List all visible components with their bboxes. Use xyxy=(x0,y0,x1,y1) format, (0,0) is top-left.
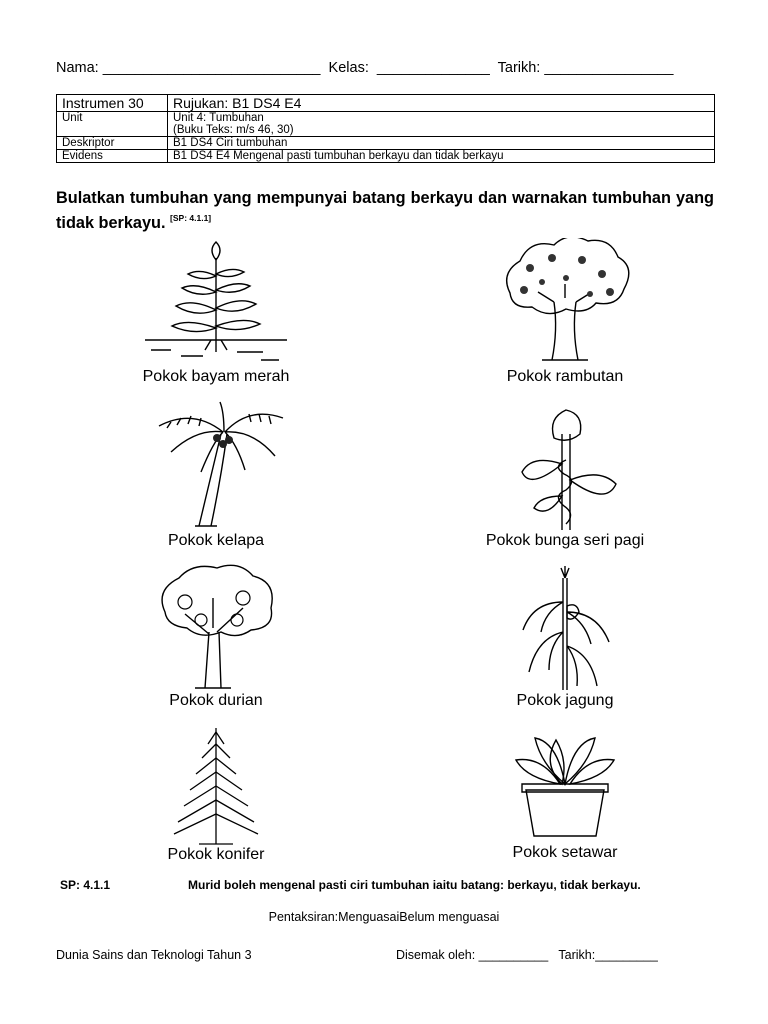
plant-label: Pokok rambutan xyxy=(506,368,624,385)
plant-item[interactable] xyxy=(465,724,665,862)
conifer-tree-icon xyxy=(141,724,291,846)
durian-tree-icon xyxy=(141,562,291,692)
table-row xyxy=(57,95,715,112)
name-label: Nama: xyxy=(56,60,99,76)
potted-succulent-icon xyxy=(490,724,640,844)
table-cell-key: Evidens xyxy=(57,150,168,163)
book-title: Dunia Sains dan Teknologi Tahun 3 xyxy=(56,948,252,962)
plant-item[interactable] xyxy=(465,238,665,386)
table-row xyxy=(57,137,715,150)
class-field[interactable]: ______________ xyxy=(376,60,490,76)
unit-title: Unit 4: Tumbuhan xyxy=(173,112,264,124)
morning-glory-vine-icon xyxy=(490,400,640,532)
table-row xyxy=(57,150,715,163)
footer-date-field[interactable]: Tarikh:_________ xyxy=(558,948,658,962)
plant-label: Pokok bunga seri pagi xyxy=(485,532,645,549)
plant-label: Pokok konifer xyxy=(167,846,265,863)
instrument-info-table xyxy=(56,94,715,163)
plant-item[interactable] xyxy=(116,238,316,386)
sp-description: Murid boleh mengenal pasti ciri tumbuhan iaitu batang: berkayu, tidak berkayu. xyxy=(188,878,641,892)
sp-code: SP: 4.1.1 xyxy=(60,878,111,892)
rambutan-tree-icon xyxy=(490,238,640,368)
date-label: Tarikh: xyxy=(497,60,541,76)
plant-item[interactable] xyxy=(116,400,316,550)
class-label: Kelas: xyxy=(328,60,369,76)
corn-plant-icon xyxy=(490,562,640,692)
date-field[interactable]: ________________ xyxy=(544,60,674,76)
instruction-text xyxy=(56,188,714,233)
plant-item[interactable] xyxy=(465,400,665,550)
table-cell-key: Deskriptor xyxy=(57,137,168,150)
table-cell-value: B1 DS4 Ciri tumbuhan xyxy=(168,137,715,150)
checked-by-field[interactable]: Disemak oleh: __________ xyxy=(396,948,549,962)
plant-label: Pokok bayam merah xyxy=(142,368,290,385)
table-cell-value xyxy=(168,112,715,137)
plant-item[interactable] xyxy=(116,562,316,710)
table-cell-key: Instrumen 30 xyxy=(57,95,168,112)
table-row xyxy=(57,112,715,137)
checked-by-line xyxy=(396,948,658,962)
plant-label: Pokok durian xyxy=(169,692,263,709)
plant-label: Pokok kelapa xyxy=(167,532,265,549)
table-cell-key: Unit xyxy=(57,112,168,137)
plant-item[interactable] xyxy=(116,724,316,864)
plant-label: Pokok setawar xyxy=(512,844,618,861)
unit-textbook-ref: (Buku Teks: m/s 46, 30) xyxy=(173,124,294,136)
spinach-plant-icon xyxy=(141,238,291,368)
assessment-line: Pentaksiran:MenguasaiBelum menguasai xyxy=(268,910,500,924)
table-cell-value: B1 DS4 E4 Mengenal pasti tumbuhan berkayu dan tidak berkayu xyxy=(168,150,715,163)
plant-label: Pokok jagung xyxy=(516,692,614,709)
plant-item[interactable] xyxy=(465,562,665,710)
table-cell-value: Rujukan: B1 DS4 E4 xyxy=(168,95,715,112)
instruction-body: Bulatkan tumbuhan yang mempunyai batang berkayu dan warnakan tumbuhan yang tidak berkayu. xyxy=(56,189,714,232)
student-info-line xyxy=(56,60,673,76)
coconut-palm-icon xyxy=(141,400,291,532)
name-field[interactable]: ___________________________ xyxy=(102,60,321,76)
instruction-sp-code: [SP: 4.1.1] xyxy=(170,213,212,223)
